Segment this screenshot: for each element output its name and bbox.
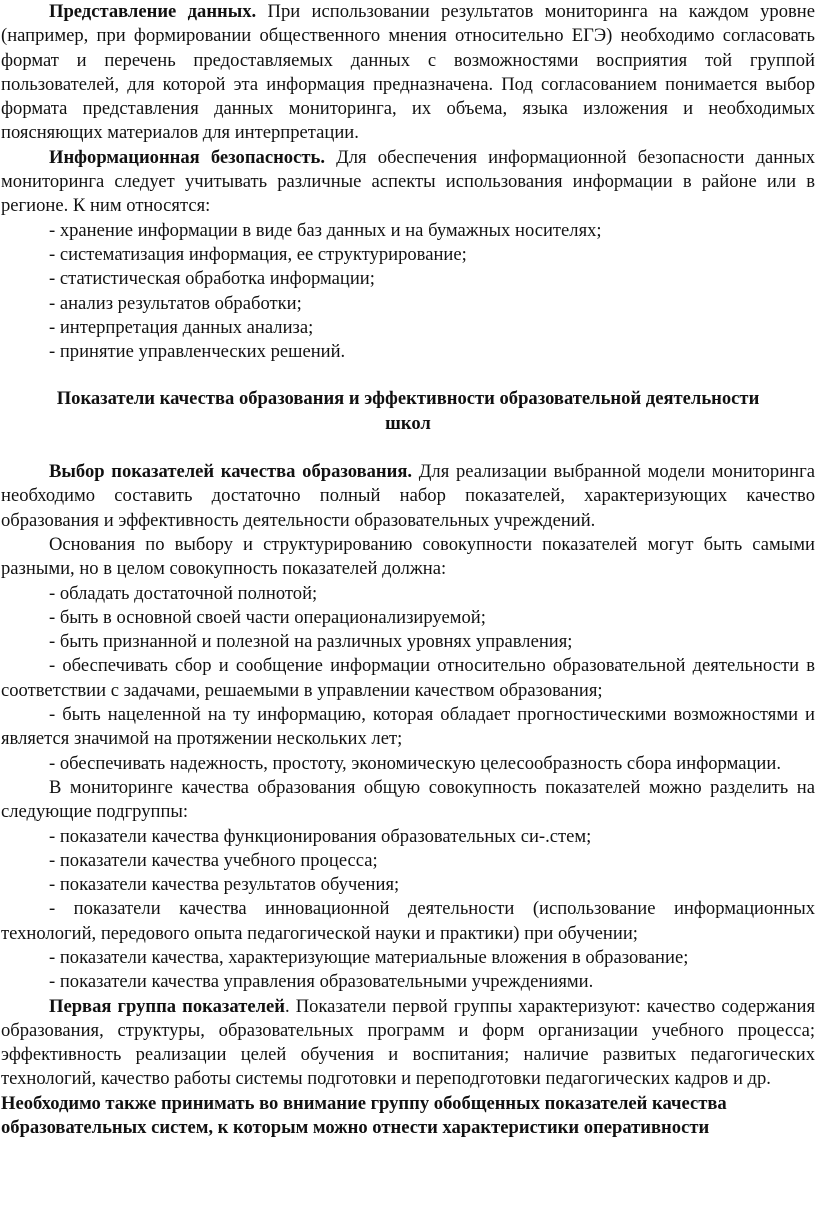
- paragraph-text: Для обеспечения информационной безопасности данных мониторинга следует учитывать различные аспекты использования информации в районе или в регионе. К ним относятся:: [1, 146, 815, 217]
- list-item: - показатели качества управления образовательными учреждениями.: [49, 971, 594, 993]
- paragraph-first-group: [1, 995, 815, 1092]
- paragraph-closing: Необходимо также принимать во внимание группу обобщенных показателей качества образовательных систем, к которым можно отнести характеристики оперативности: [1, 1092, 727, 1139]
- paragraph-info-security: [1, 146, 815, 219]
- list-item: - систематизация информация, ее структурирование;: [49, 243, 467, 265]
- list-item: - быть нацеленной на ту информацию, которая обладает прогностическими возможностями и является значимой на протяжении нескольких лет;: [1, 704, 815, 750]
- paragraph-subgroups: В мониторинге качества образования общую совокупность показателей можно разделить на следующие подгруппы:: [1, 776, 815, 823]
- list-item: - интерпретация данных анализа;: [49, 316, 314, 338]
- list-item: - показатели качества учебного процесса;: [49, 849, 378, 871]
- term-info-security: Информационная безопасность.: [49, 146, 325, 168]
- term-indicator-choice: Выбор показателей качества образования.: [49, 461, 413, 483]
- list-item: - показатели качества результатов обучения;: [49, 874, 400, 896]
- paragraph-text: . Показатели первой группы характеризуют: качество содержания образования, структуры, образовательных программ и форм организации учебного процесса; эффективность реализации целей обучения и воспитания; наличие развитых педагогических технологий, качество работы системы подготовки и переподготовки педагогических кадров и др.: [1, 995, 816, 1090]
- section-heading: Показатели качества образования и эффективности образовательной деятельности школ: [56, 388, 760, 434]
- paragraph-text: При использовании результатов мониторинга на каждом уровне (например, при формировании общественного мнения относительно ЕГЭ) необходимо согласовать формат и перечень предоставляемых данных с возможностями восприятия той группой пользователей, для которой эта информация предназначена. Под согласованием понимается выбор формата представления данных мониторинга, их объема, языка изложения и необходимых поясняющих материалов для интерпретации.: [1, 1, 815, 144]
- term-first-group: Первая группа показателей: [49, 995, 285, 1017]
- term-data-presentation: Представление данных.: [49, 1, 257, 22]
- list-item: - статистическая обработка информации;: [49, 268, 375, 290]
- list-item: - хранение информации в виде баз данных и на бумажных носителях;: [49, 219, 602, 241]
- list-item: - обеспечивать сбор и сообщение информации относительно образовательной деятельности в соответствии с задачами, решаемыми в управлении качеством образования;: [1, 655, 815, 701]
- list-item: - быть признанной и полезной на различных уровнях управления;: [49, 631, 573, 653]
- list-item: - показатели качества функционирования образовательных си-.стем;: [49, 825, 592, 847]
- list-item: - обеспечивать надежность, простоту, экономическую целесообразность сбора информации.: [49, 752, 781, 774]
- list-item: - показатели качества, характеризующие материальные вложения в образование;: [49, 946, 689, 968]
- paragraph-indicator-choice: [1, 460, 815, 533]
- list-item: - показатели качества инновационной деятельности (использование информационных технологий, передового опыта педагогической науки и практики) при обучении;: [1, 898, 815, 944]
- paragraph-text: Для реализации выбранной модели мониторинга необходимо составить достаточно полный набор показателей, характеризующих качество образования и эффективность деятельности образовательных учреждений.: [1, 461, 815, 531]
- list-item: - анализ результатов обработки;: [49, 292, 302, 314]
- paragraph-foundations: Основания по выбору и структурированию совокупности показателей могут быть самыми разными, но в целом совокупность показателей должна:: [1, 533, 815, 580]
- list-item: - обладать достаточной полнотой;: [49, 582, 318, 604]
- list-item: - принятие управленческих решений.: [49, 341, 346, 363]
- list-item: - быть в основной своей части операционализируемой;: [49, 606, 486, 628]
- paragraph-data-presentation: [1, 0, 815, 146]
